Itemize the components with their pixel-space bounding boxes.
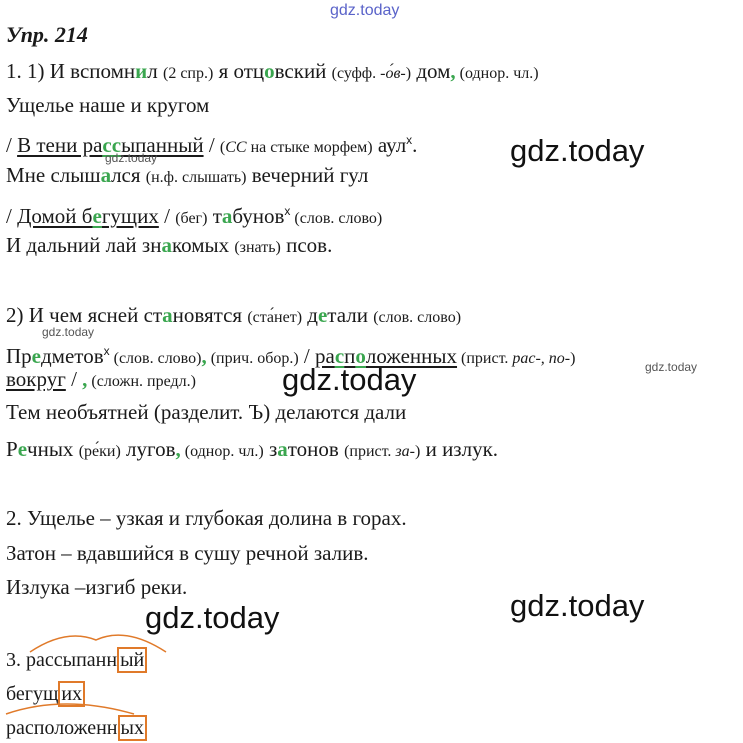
s1-line-2: Ущелье наше и кругом	[6, 93, 210, 117]
suffix-box: ых	[118, 715, 147, 741]
watermark-big-4: gdz.today	[145, 600, 280, 635]
watermark-top: gdz.today	[330, 2, 400, 19]
s3-line-1: 2. Ущелье – узкая и глубокая долина в горах.	[6, 506, 407, 530]
morph-word-1: 3. рассыпанн ый	[6, 648, 147, 672]
suffix-box: их	[58, 681, 85, 707]
exercise-title: Упр. 214	[6, 22, 88, 47]
watermark-small-2: gdz.today	[42, 325, 95, 339]
morph-word-2: бегущ их	[6, 682, 85, 706]
morph-word-3: расположенн ых	[6, 716, 147, 740]
watermark-small-1: gdz.today	[105, 151, 158, 165]
watermark-big-3: gdz.today	[510, 588, 645, 623]
s1-line-1: 1. 1) И вспомнил (2 спр.) я отцовский (суфф. -о́в-) дом, (однор. чл.)	[6, 59, 539, 83]
s2-line-2: Предметов$^x$ (слов. слово), (прич. обор.) / расположенных (прист. рас-, по-)	[6, 344, 576, 368]
s2-line-3: вокруг / , (сложн. предл.)	[6, 367, 196, 391]
s2-line-5: Речных (ре́ки) лугов, (однор. чл.) затонов (прист. за-) и излук.	[6, 437, 499, 461]
s1-line-4: Мне слышался (н.ф. слышать) вечерний гул	[6, 163, 369, 187]
s1-line-6: И дальний лай знакомых (знать) псов.	[6, 233, 333, 257]
s2-line-1: 2) И чем ясней становятся (ста́нет) детали (слов. слово)	[6, 303, 462, 327]
s2-line-4: Тем необъятней (разделит. Ъ) делаются дали	[6, 400, 407, 424]
s3-line-3: Излука –изгиб реки.	[6, 575, 188, 599]
watermark-small-3: gdz.today	[645, 360, 698, 374]
suffix-box: ый	[117, 647, 147, 673]
watermark-big-2: gdz.today	[282, 362, 417, 397]
s3-line-2: Затон – вдавшийся в сушу речной залив.	[6, 541, 369, 565]
watermark-big-1: gdz.today	[510, 133, 645, 168]
s1-line-3: / В тени рассыпанный / (СС на стыке морфем) аул$^x$.	[6, 133, 418, 157]
s1-line-5: / Домой бегущих / (бег) табунов$^x$ (слов. слово)	[6, 204, 383, 228]
